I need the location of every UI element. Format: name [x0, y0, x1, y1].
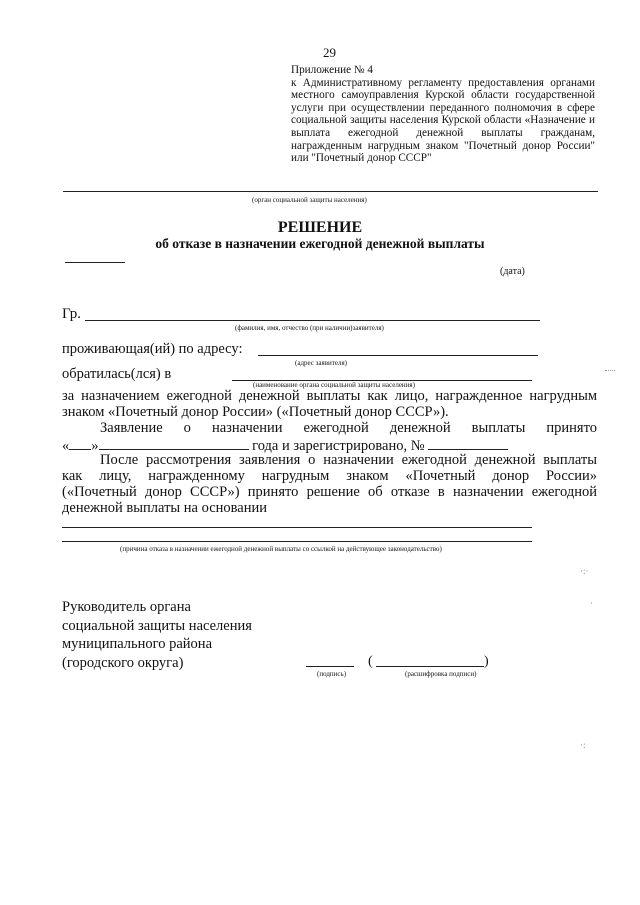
quote-open: « [62, 438, 70, 454]
org-name-line [63, 191, 598, 192]
citizen-label: Гр. [62, 306, 81, 322]
address-line [258, 355, 538, 356]
scan-speck: ·:· [580, 566, 589, 576]
scan-speck [605, 370, 615, 371]
decision-text-line3: («Почетный донор СССР») принято решение об отказе в назначении ежегодной [62, 484, 597, 500]
head-signatory-block [62, 598, 252, 672]
applied-to-label: обратилась(лся) в [62, 366, 172, 382]
applicant-name-line [85, 320, 540, 321]
purpose-text-line1: за назначением ежегодной денежной выплаты как лицо, награжденное нагрудным [62, 388, 597, 404]
statement-text: Заявление о назначении ежегодной денежной выплаты принято [100, 420, 597, 436]
day-blank [69, 437, 91, 450]
applied-to-caption: (наименование органа социальной защиты населения) [253, 381, 415, 389]
decision-text-line2: как лицу, награжденному нагрудным знаком «Почетный донор России» [62, 468, 597, 484]
purpose-text-line2: знаком «Почетный донор России» («Почетный донор СССР»). [62, 404, 449, 420]
decode-paren-open: ( [368, 654, 373, 669]
head-line-4: (городского округа) [62, 654, 184, 671]
appendix-title: Приложение № 4 [291, 64, 373, 76]
document-title: РЕШЕНИЕ [277, 219, 363, 236]
reason-line-2 [62, 541, 532, 542]
registration-number-blank [428, 437, 508, 450]
applicant-name-caption: (фамилия, имя, отчество (при наличии)заявителя) [235, 324, 384, 332]
document-subtitle: об отказе в назначении ежегодной денежной выплаты [155, 236, 485, 251]
signature-caption: (подпись) [317, 670, 347, 678]
appendix-body: к Административному регламенту предоставления органами местного самоуправления Курской области государственной услуги при осуществлении переданного полномочия в сфере социальной защиты населения Курской области «Назначение и выплата ежегодной денежной выплаты гражданам, награжденным нагрудным знаком "Почетный донор России" или "Почетный донор СССР" [291, 76, 595, 165]
decode-paren-close: ) [484, 654, 489, 669]
scan-speck: · [590, 598, 593, 608]
signature-line [306, 666, 354, 667]
address-caption: (адрес заявителя) [295, 359, 347, 367]
scan-speck: ·: [580, 740, 586, 750]
signature-decode-line [376, 666, 484, 667]
address-label: проживающая(ий) по адресу: [62, 341, 243, 357]
registration-text: года и зарегистрировано, № [252, 438, 425, 454]
decision-text-line1: После рассмотрения заявления о назначении ежегодной денежной выплаты [100, 452, 597, 468]
head-line-3: муниципального района [62, 636, 212, 652]
page-number: 29 [323, 45, 336, 60]
org-caption: (орган социальной защиты населения) [252, 196, 367, 204]
quote-close: » [91, 438, 99, 454]
head-line-2: социальной защиты населения [62, 617, 252, 634]
appendix-header [291, 64, 595, 165]
reason-line-1 [62, 527, 532, 528]
reason-caption: (причина отказа в назначении ежегодной денежной выплаты со ссылкой на действующее законодательство) [120, 545, 442, 553]
decision-text-line4: денежной выплаты на основании [62, 500, 268, 516]
date-blank-line [65, 262, 125, 263]
month-blank [99, 437, 249, 450]
head-line-1: Руководитель органа [62, 599, 191, 615]
signature-decode-caption: (расшифровка подписи) [405, 670, 477, 678]
date-caption: (дата) [500, 266, 525, 277]
